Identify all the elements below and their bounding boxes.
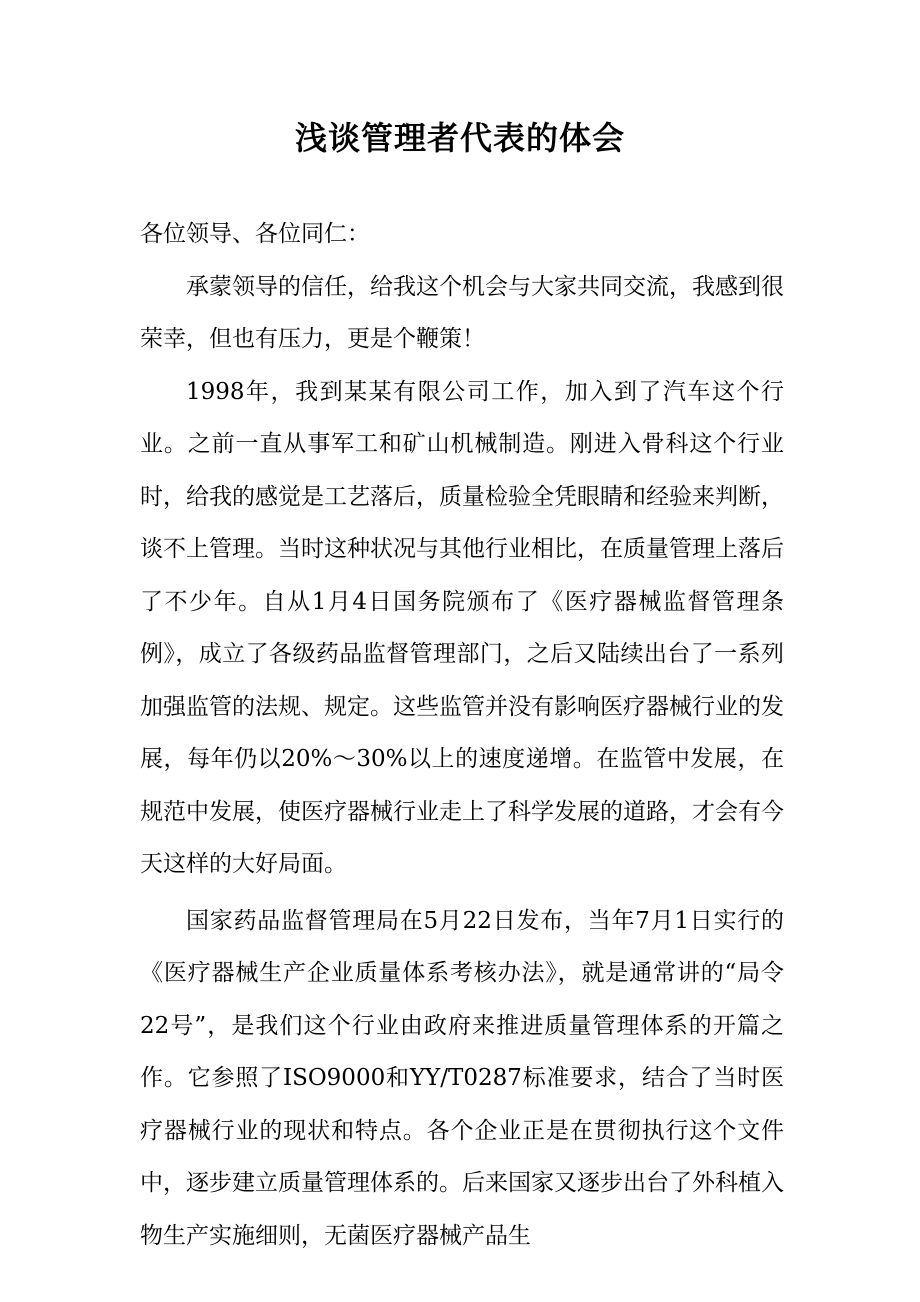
- paragraph-2: 1998年，我到某某有限公司工作，加入到了汽车这个行业。之前一直从事军工和矿山机械制造。刚进入骨科这个行业时，给我的感觉是工艺落后，质量检验全凭眼睛和经验来判断，谈不上管理。当时这种状况与其他行业相比，在质量管理上落后了不少年。自从1月4日国务院颁布了《医疗器械监督管理条例》，成立了各级药品监督管理部门，之后又陆续出台了一系列加强监管的法规、规定。这些监管并没有影响医疗器械行业的发展，每年仍以20%～30%以上的速度递增。在监管中发展，在规范中发展，使医疗器械行业走上了科学发展的道路，才会有今天这样的大好局面。: [140, 378, 784, 877]
- paragraph-3: 国家药品监督管理局在5月22日发布，当年7月1日实行的《医疗器械生产企业质量体系考核办法》，就是通常讲的“局令22号”，是我们这个行业由政府来推进质量管理体系的开篇之作。它参照了ISO9000和YY/T0287标准要求，结合了当时医疗器械行业的现状和特点。各个企业正是在贯彻执行这个文件中，逐步建立质量管理体系的。后来国家又逐步出台了外科植入物生产实施细则，无菌医疗器械产品生: [140, 907, 784, 1249]
- salutation: 各位领导、各位同仁：: [140, 221, 370, 247]
- document-title: 浅谈管理者代表的体会: [294, 119, 625, 157]
- document-body: [140, 208, 784, 1262]
- paragraph-1: 承蒙领导的信任，给我这个机会与大家共同交流，我感到很荣幸，但也有压力，更是个鞭策！: [140, 273, 784, 352]
